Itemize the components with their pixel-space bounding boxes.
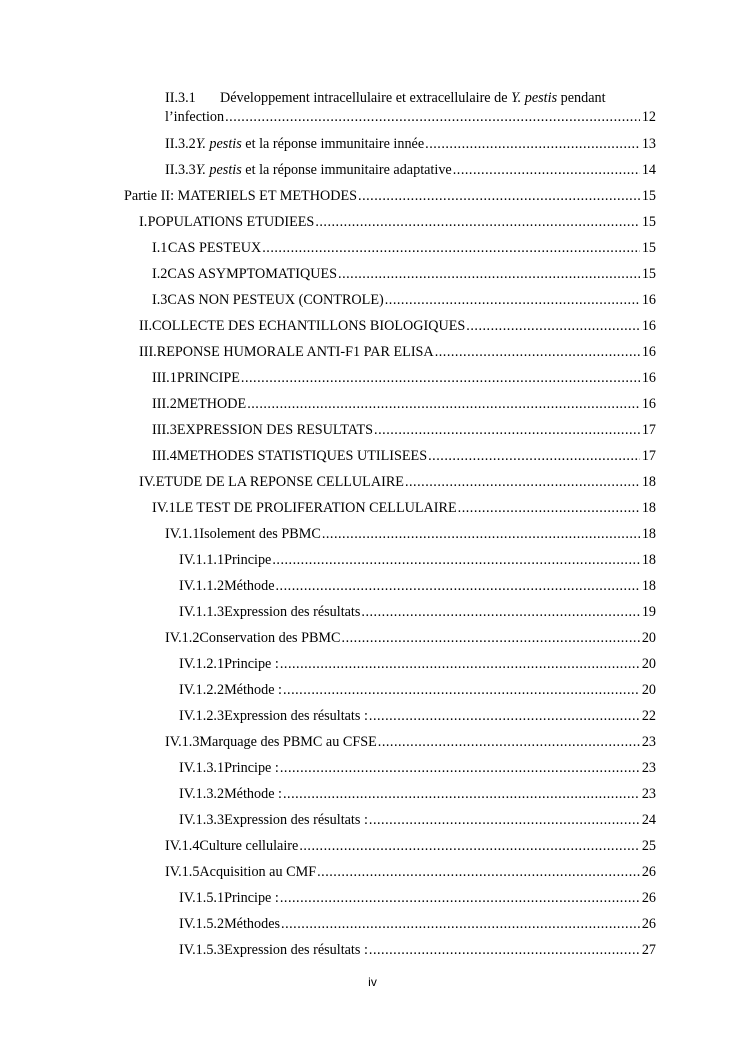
toc-entry[interactable] (165, 525, 656, 543)
toc-title: Méthode : (224, 786, 282, 802)
toc-number: III.1 (152, 370, 177, 386)
toc-entry[interactable] (152, 499, 656, 517)
toc-number: II.3.3 (165, 162, 196, 178)
toc-title: Méthode (224, 578, 275, 594)
dot-leader (315, 213, 640, 231)
toc-entry[interactable] (179, 811, 656, 829)
toc-page: 16 (641, 370, 656, 386)
toc-title: Méthodes (224, 916, 281, 932)
toc-number: III.2 (152, 396, 177, 412)
toc-title: CAS ASYMPTOMATIQUES (167, 266, 338, 282)
toc-number: IV.1.3 (165, 734, 200, 750)
toc-number: III.3 (152, 422, 177, 438)
toc-title: Principe (224, 552, 272, 568)
toc-page: 17 (641, 422, 656, 438)
toc-title: Isolement des PBMC (199, 526, 321, 542)
toc-title: Expression des résultats : (224, 708, 368, 724)
dot-leader (385, 291, 640, 309)
dot-leader (378, 733, 640, 751)
toc-page: 15 (641, 266, 656, 282)
toc-entry[interactable] (165, 629, 656, 647)
toc-page: 18 (641, 552, 656, 568)
toc-entry[interactable] (179, 759, 656, 777)
toc-number: IV.1.2.3 (179, 708, 225, 724)
toc-number: IV.1.2 (165, 630, 200, 646)
toc-page: 18 (641, 578, 656, 594)
toc-entry[interactable] (139, 343, 656, 361)
toc-title: Principe : (224, 890, 279, 906)
toc-title: COLLECTE DES ECHANTILLONS BIOLOGIQUES (152, 318, 466, 334)
toc-page: 26 (641, 916, 656, 932)
toc-entry[interactable] (179, 889, 656, 907)
dot-leader (247, 395, 640, 413)
dot-leader (361, 603, 639, 621)
toc-title-suffix: pendant (557, 90, 606, 106)
toc-entry[interactable] (165, 161, 656, 179)
dot-leader (276, 577, 640, 595)
toc-page: 16 (641, 344, 656, 360)
dot-leader (369, 707, 640, 725)
toc-page: 26 (641, 890, 656, 906)
toc-title-italic: Y. pestis (195, 136, 242, 152)
toc-page: 15 (641, 188, 656, 204)
toc-entry[interactable] (179, 707, 656, 725)
toc-title: et la réponse immunitaire adaptative (241, 162, 452, 178)
toc-number: IV.1.1.1 (179, 552, 225, 568)
toc-title: Expression des résultats (224, 604, 361, 620)
toc-page: 16 (641, 292, 656, 308)
toc-page: 26 (641, 864, 656, 880)
toc-entry[interactable] (152, 369, 656, 387)
toc-page: 16 (641, 396, 656, 412)
dot-leader (338, 265, 640, 283)
toc-entry[interactable] (139, 317, 656, 335)
page-number-footer: iv (368, 975, 377, 989)
toc-title: Partie II: MATERIELS ET METHODES (124, 188, 358, 204)
dot-leader (299, 837, 640, 855)
toc-page: 12 (641, 109, 656, 125)
toc-title-italic: Y. pestis (195, 162, 242, 178)
toc-entry[interactable] (139, 213, 656, 231)
toc-title: PRINCIPE (176, 370, 240, 386)
toc-title: Méthode : (224, 682, 282, 698)
toc-number: IV.1.5.2 (179, 916, 225, 932)
dot-leader (425, 135, 640, 153)
toc-number: IV.1.2.1 (179, 656, 225, 672)
toc-number: IV.1.2.2 (179, 682, 225, 698)
dot-leader (342, 629, 640, 647)
toc-title: EXPRESSION DES RESULTATS (176, 422, 374, 438)
dot-leader (453, 161, 640, 179)
dot-leader (283, 681, 640, 699)
toc-title: REPONSE HUMORALE ANTI-F1 PAR ELISA (156, 344, 434, 360)
toc-title: CAS PESTEUX (167, 240, 262, 256)
toc-page: 20 (641, 682, 656, 698)
toc-page: 18 (641, 474, 656, 490)
toc-page: 16 (641, 318, 656, 334)
dot-leader (369, 811, 640, 829)
toc-number: IV.1.5.3 (179, 942, 225, 958)
toc-entry[interactable] (165, 89, 656, 126)
toc-entry[interactable] (179, 603, 656, 621)
toc-entry[interactable] (179, 551, 656, 569)
toc-title: Principe : (224, 760, 279, 776)
toc-page: 19 (641, 604, 656, 620)
dot-leader (317, 863, 640, 881)
toc-number: IV.1.1.2 (179, 578, 225, 594)
dot-leader (280, 655, 640, 673)
toc-entry[interactable] (179, 915, 656, 933)
toc-entry[interactable] (124, 187, 656, 205)
dot-leader (428, 447, 640, 465)
toc-title: Culture cellulaire (199, 838, 299, 854)
toc-number: III.4 (152, 448, 177, 464)
toc-page: 20 (641, 656, 656, 672)
toc-page: 23 (641, 734, 656, 750)
dot-leader (369, 941, 640, 959)
toc-title: METHODE (176, 396, 247, 412)
toc-number: IV.1.5.1 (179, 890, 225, 906)
toc-page: 18 (641, 526, 656, 542)
dot-leader (280, 889, 640, 907)
dot-leader (374, 421, 640, 439)
dot-leader (405, 473, 640, 491)
toc-title: et la réponse immunitaire innée (241, 136, 425, 152)
toc-entry[interactable] (152, 239, 656, 257)
toc-page: 27 (641, 942, 656, 958)
toc-page: 22 (641, 708, 656, 724)
toc-number: IV.1 (152, 500, 176, 516)
toc-number: IV.1.4 (165, 838, 200, 854)
toc-number: IV.1.1.3 (179, 604, 225, 620)
toc-page: 13 (641, 136, 656, 152)
toc-number: IV.1.3.3 (179, 812, 225, 828)
toc-page: 18 (641, 500, 656, 516)
toc-entry[interactable] (165, 135, 656, 153)
toc-entry[interactable] (152, 395, 656, 413)
toc-entry[interactable] (152, 265, 656, 283)
toc-number: IV.1.5 (165, 864, 200, 880)
toc-title: Acquisition au CMF (199, 864, 317, 880)
toc-number: I.2 (152, 266, 168, 282)
toc-title-italic: Y. pestis (511, 90, 558, 106)
dot-leader (262, 239, 640, 257)
toc-number: I.1 (152, 240, 168, 256)
toc-title: METHODES STATISTIQUES UTILISEES (176, 448, 428, 464)
toc-entry[interactable] (152, 291, 656, 309)
toc-number: I.3 (152, 292, 168, 308)
dot-leader (435, 343, 640, 361)
dot-leader (458, 499, 640, 517)
toc-title: CAS NON PESTEUX (CONTROLE) (167, 292, 384, 308)
toc-page: 15 (641, 240, 656, 256)
toc-entry[interactable] (179, 681, 656, 699)
dot-leader (466, 317, 640, 335)
toc-title: Expression des résultats : (224, 812, 368, 828)
toc-page: 23 (641, 760, 656, 776)
dot-leader (225, 108, 640, 126)
toc-title: Marquage des PBMC au CFSE (199, 734, 377, 750)
toc-page: 17 (641, 448, 656, 464)
toc-entry[interactable] (165, 863, 656, 881)
toc-number: III. (139, 344, 157, 360)
dot-leader (358, 187, 640, 205)
dot-leader (283, 785, 640, 803)
toc-number: II.3.1 (165, 90, 196, 106)
toc-entry[interactable] (165, 733, 656, 751)
dot-leader (322, 525, 640, 543)
toc-entry[interactable] (179, 577, 656, 595)
toc-number: IV.1.1 (165, 526, 200, 542)
toc-title: Expression des résultats : (224, 942, 368, 958)
toc-entry[interactable] (179, 941, 656, 959)
toc-page: 24 (641, 812, 656, 828)
toc-number: II.3.2 (165, 136, 196, 152)
toc-entry[interactable] (152, 421, 656, 439)
toc-page: 15 (641, 214, 656, 230)
toc-title: Conservation des PBMC (199, 630, 341, 646)
toc-number: IV.1.3.2 (179, 786, 225, 802)
toc-page: 14 (641, 162, 656, 178)
toc-entry[interactable] (179, 655, 656, 673)
toc-number: I. (139, 214, 148, 230)
dot-leader (241, 369, 640, 387)
toc-title: ETUDE DE LA REPONSE CELLULAIRE (155, 474, 404, 490)
toc-title: Principe : (224, 656, 279, 672)
toc-page: 23 (641, 786, 656, 802)
toc-entry[interactable] (139, 473, 656, 491)
toc-title: LE TEST DE PROLIFERATION CELLULAIRE (175, 500, 457, 516)
toc-page: 25 (641, 838, 656, 854)
toc-page: 20 (641, 630, 656, 646)
toc-title: POPULATIONS ETUDIEES (147, 214, 315, 230)
toc-entry[interactable] (179, 785, 656, 803)
toc-title-continuation: l’infection (165, 109, 225, 125)
toc-number: II. (139, 318, 152, 334)
toc-number: IV. (139, 474, 156, 490)
dot-leader (272, 551, 639, 569)
toc-number: IV.1.3.1 (179, 760, 225, 776)
dot-leader (281, 915, 640, 933)
dot-leader (280, 759, 640, 777)
toc-title: Développement intracellulaire et extracellulaire de (220, 90, 512, 106)
toc-entry[interactable] (165, 837, 656, 855)
toc-entry[interactable] (152, 447, 656, 465)
